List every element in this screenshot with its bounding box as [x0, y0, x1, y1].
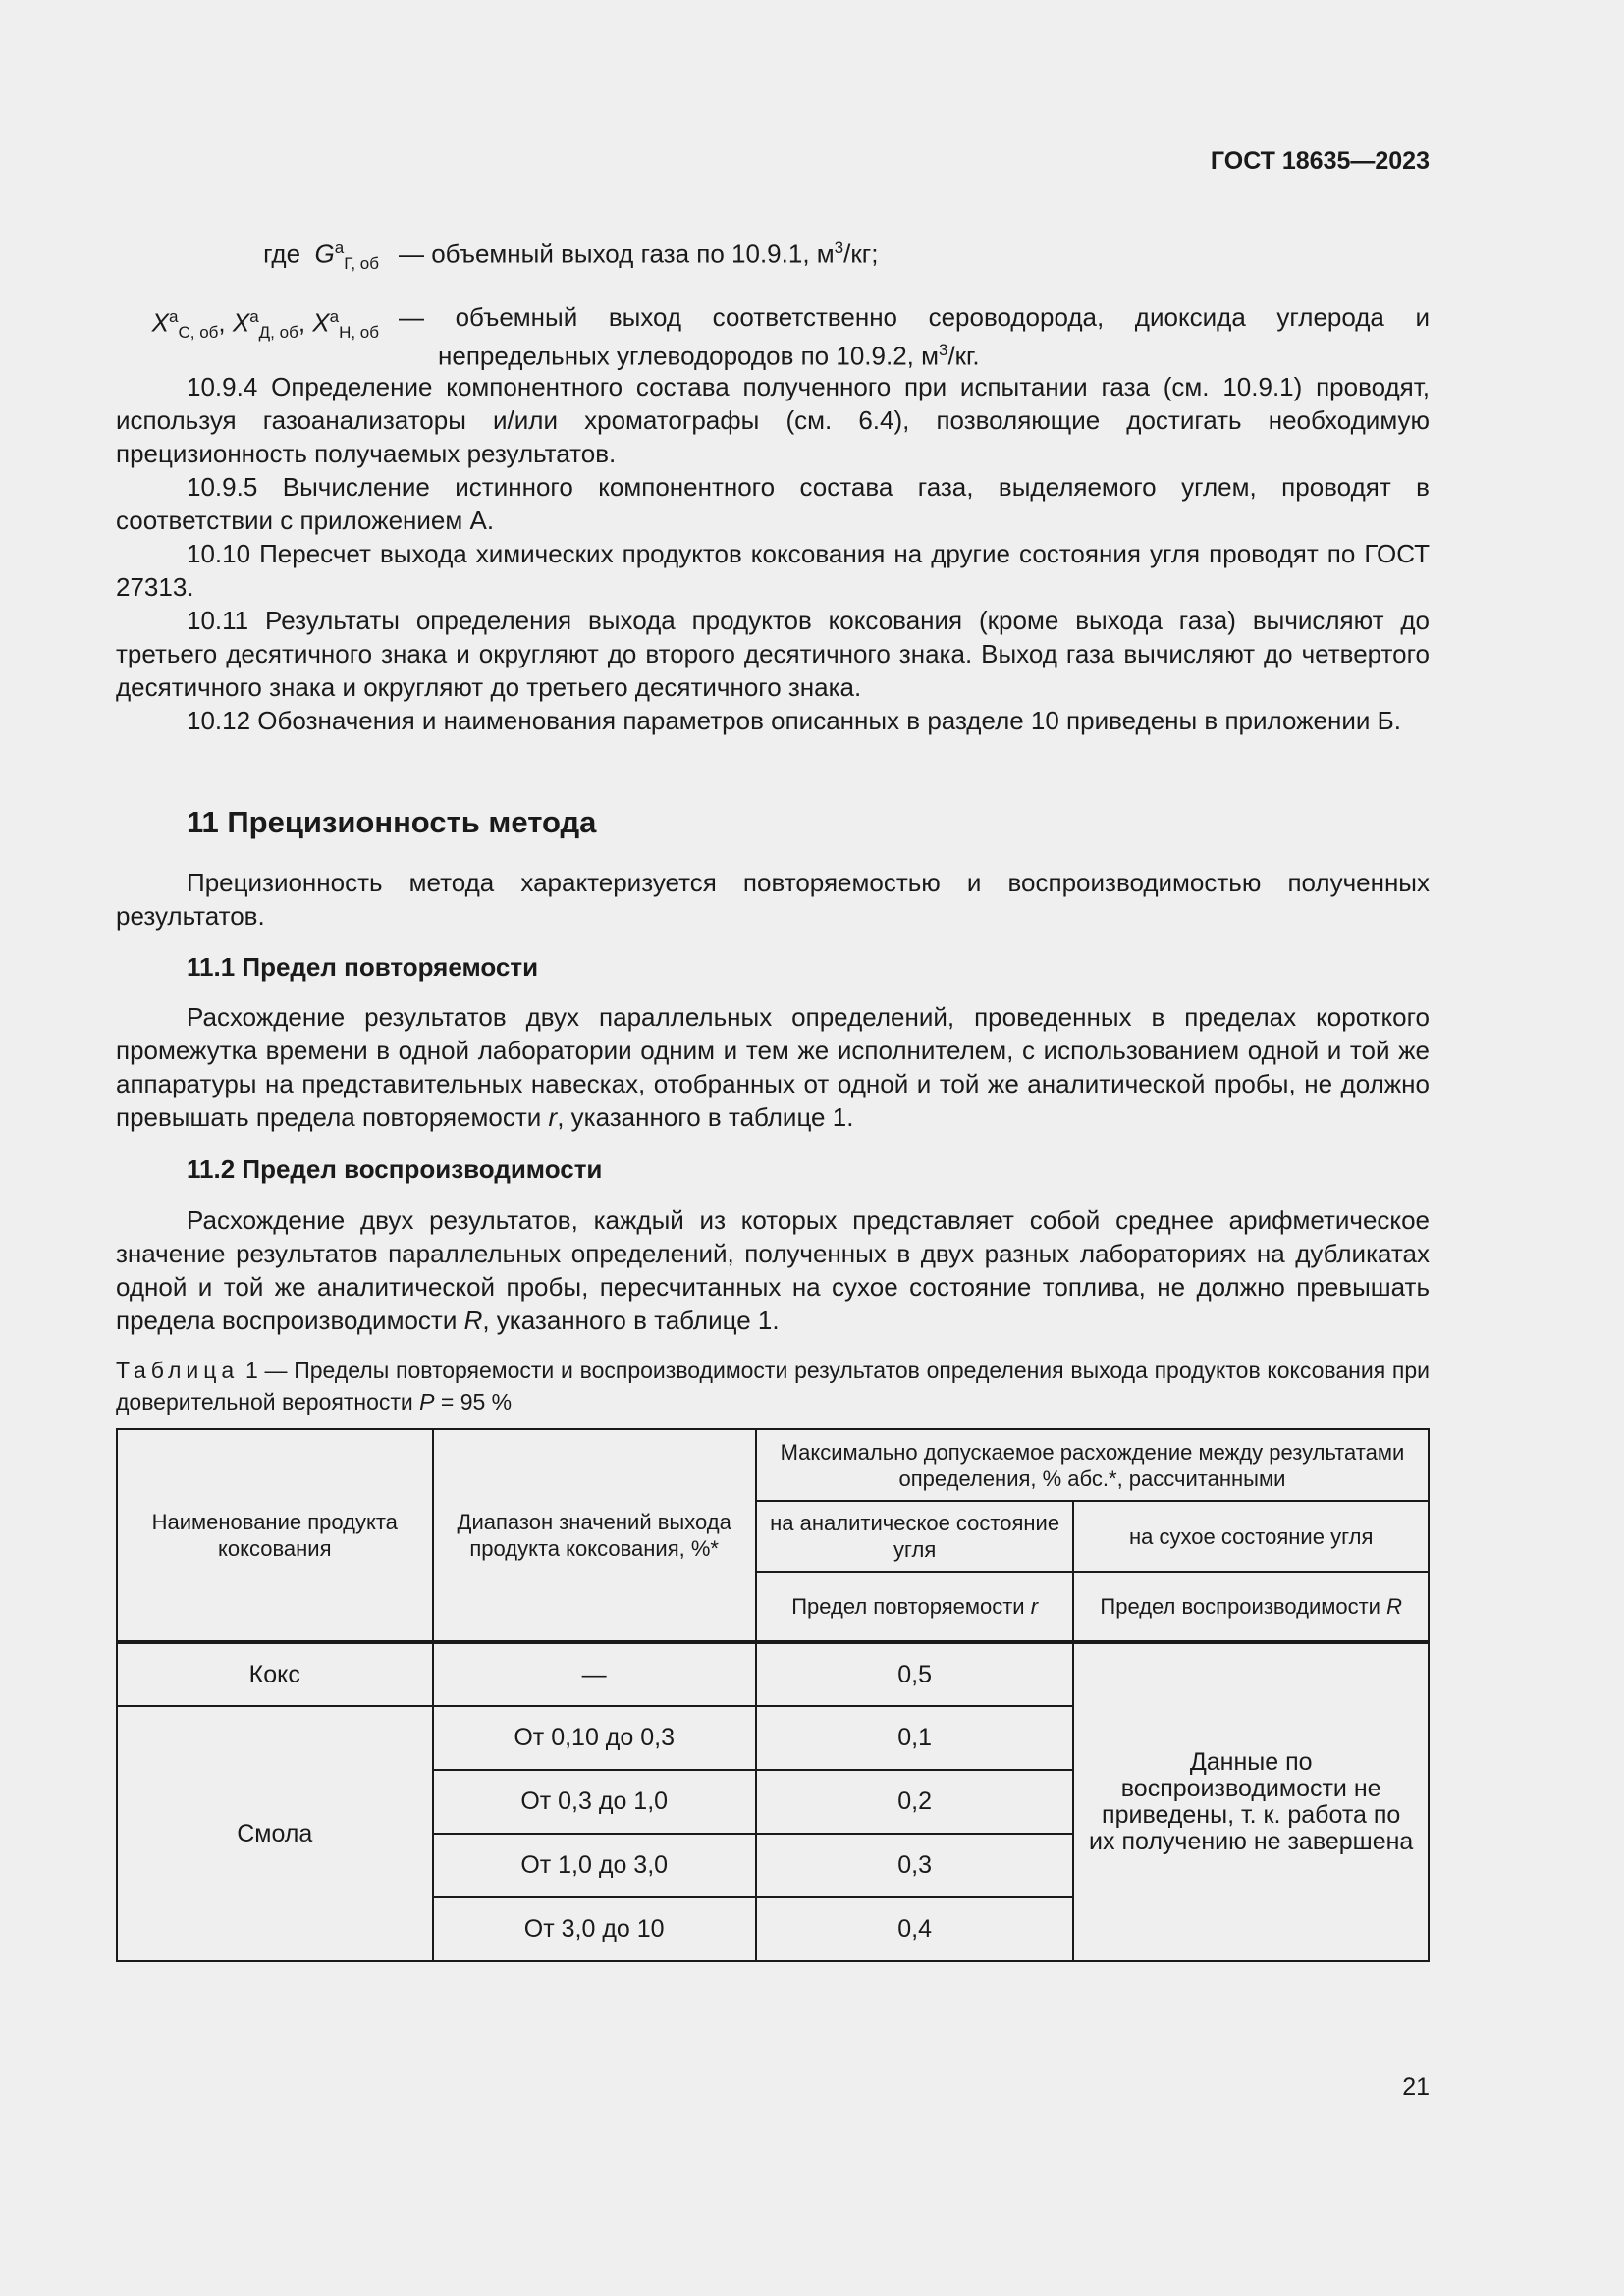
definition-sup: 3	[834, 239, 844, 257]
cell-repeatability: 0,4	[756, 1897, 1074, 1961]
symbol-sup: a	[249, 307, 259, 326]
header-label: Предел повторяемости	[791, 1594, 1031, 1619]
cell-repeatability: 0,3	[756, 1834, 1074, 1897]
cell-product: Смола	[117, 1706, 433, 1961]
symbol-separator: ,	[218, 307, 233, 338]
header-symbol: R	[1386, 1594, 1402, 1619]
header-reproducibility	[1073, 1572, 1429, 1642]
cell-reproducibility-note: Данные по воспроизводимости не приведены, т. к. работа по их получению не завершена	[1073, 1642, 1429, 1961]
symbol-letter: G	[314, 239, 335, 269]
definition-text-a: — объемный выход соответственно сероводорода, диоксида углерода и непредельных углеводородов по 10.9.2, м	[399, 302, 1430, 371]
caption-tail: = 95 %	[434, 1389, 513, 1415]
symbol-sub: С, об	[178, 322, 219, 342]
paragraph-text-b: , указанного в таблице 1.	[557, 1102, 854, 1132]
definition-text-b: /кг;	[843, 239, 879, 269]
header-analytic: на аналитическое состояние угля	[756, 1501, 1074, 1572]
header-label: Предел воспроизводимости	[1100, 1594, 1387, 1619]
symbol-letter: X	[151, 307, 169, 338]
subsection-text-reproducibility	[116, 1203, 1430, 1337]
symbol-sub: Н, об	[339, 322, 379, 342]
page-number: 21	[1402, 2073, 1430, 2101]
paragraph-text-a: Расхождение результатов двух параллельных определений, проведенных в пределах короткого промежутка времени в одной лаборатории одним и тем же исполнителем, с использованием одной и той же аппаратуры на представительных навесках, отобранных от одной и той же аналитической пробы, не должно превышать предела повторяемости	[116, 1002, 1430, 1132]
caption-symbol-P: P	[419, 1389, 435, 1415]
symbol-sup: a	[169, 307, 179, 326]
table-row	[117, 1642, 1429, 1706]
cell-repeatability: 0,5	[756, 1642, 1074, 1706]
cell-product: Кокс	[117, 1642, 433, 1706]
symbol-letter: X	[232, 307, 250, 338]
paragraph-text-b: , указанного в таблице 1.	[482, 1306, 780, 1335]
caption-text: — Пределы повторяемости и воспроизводимости результатов определения выхода продуктов коксования при доверительной вероятности	[116, 1358, 1430, 1415]
definition-text-b: /кг.	[947, 341, 980, 371]
header-max-diff: Максимально допускаемое расхождение между результатами определения, % абс.*, рассчитанными	[756, 1429, 1429, 1501]
paragraphs-top	[116, 370, 1430, 737]
definition-text-a: — объемный выход газа по 10.9.1, м	[399, 239, 835, 269]
subsection-title-repeatability: 11.1 Предел повторяемости	[187, 952, 539, 982]
cell-range: —	[433, 1642, 756, 1706]
paragraph-text-a: Расхождение двух результатов, каждый из которых представляет собой среднее арифметическое значение результатов параллельных определений, полученных в двух разных лабораториях на дубликатах одной и той же аналитической пробы, пересчитанных на сухое состояние топлива, не должно превышать предела воспроизводимости	[116, 1205, 1430, 1335]
document-id: ГОСТ 18635—2023	[1210, 147, 1430, 175]
symbol-sub: Г, об	[344, 253, 379, 273]
symbol-r: r	[548, 1102, 558, 1132]
cell-range: От 0,3 до 1,0	[433, 1770, 756, 1834]
paragraph-10-9-4: 10.9.4 Определение компонентного состава полученного при испытании газа (см. 10.9.1) проводят, используя газоанализаторы и/или хроматографы (см. 6.4), позволяющие достигать необходимую прецизионность получаемых результатов.	[116, 372, 1430, 468]
cell-range: От 1,0 до 3,0	[433, 1834, 756, 1897]
table-header-row	[117, 1429, 1429, 1501]
symbol-sup: a	[334, 239, 345, 257]
symbol-gas	[263, 232, 379, 281]
symbol-letter: X	[312, 307, 330, 338]
definition-text	[399, 300, 1430, 373]
paragraph-10-10: 10.10 Пересчет выхода химических продуктов коксования на другие состояния угля проводят по ГОСТ 27313.	[116, 539, 1430, 602]
header-symbol: r	[1030, 1594, 1039, 1619]
header-range: Диапазон значений выхода продукта коксования, %*	[433, 1429, 756, 1642]
header-dry: на сухое состояние угля	[1073, 1501, 1429, 1572]
definition-sup: 3	[938, 341, 948, 359]
definition-text	[399, 232, 1430, 271]
section-intro	[116, 866, 1430, 933]
header-repeatability	[756, 1572, 1074, 1642]
section-title: 11 Прецизионность метода	[187, 805, 597, 839]
precision-table	[116, 1428, 1430, 1962]
symbol-R: R	[463, 1306, 483, 1335]
symbol-sub: Д, об	[258, 322, 298, 342]
subsection-text-repeatability	[116, 1000, 1430, 1134]
symbol-sup: a	[329, 307, 340, 326]
symbol-components	[152, 300, 379, 349]
subsection-title-reproducibility: 11.2 Предел воспроизводимости	[187, 1154, 603, 1184]
symbol-separator: ,	[298, 307, 313, 338]
cell-repeatability: 0,2	[756, 1770, 1074, 1834]
caption-number: 1	[244, 1358, 258, 1383]
where-prefix: где	[263, 239, 301, 269]
header-product: Наименование продукта коксования	[117, 1429, 433, 1642]
caption-label: Таблица	[116, 1358, 240, 1383]
paragraph-intro: Прецизионность метода характеризуется повторяемостью и воспроизводимостью полученных результатов.	[116, 868, 1430, 931]
paragraph-repeatability	[116, 1000, 1430, 1134]
paragraph-10-12: 10.12 Обозначения и наименования параметров описанных в разделе 10 приведены в приложении Б.	[187, 706, 1401, 735]
paragraph-10-9-5: 10.9.5 Вычисление истинного компонентного состава газа, выделяемого углем, проводят в соответствии с приложением А.	[116, 472, 1430, 535]
table-caption	[116, 1355, 1430, 1417]
cell-range: От 0,10 до 0,3	[433, 1706, 756, 1770]
cell-range: От 3,0 до 10	[433, 1897, 756, 1961]
cell-repeatability: 0,1	[756, 1706, 1074, 1770]
paragraph-10-11: 10.11 Результаты определения выхода продуктов коксования (кроме выхода газа) вычисляют до третьего десятичного знака и округляют до второго десятичного знака. Выход газа вычисляют до четвертого десятичного знака и округляют до третьего десятичного знака.	[116, 606, 1430, 702]
paragraph-reproducibility	[116, 1203, 1430, 1337]
